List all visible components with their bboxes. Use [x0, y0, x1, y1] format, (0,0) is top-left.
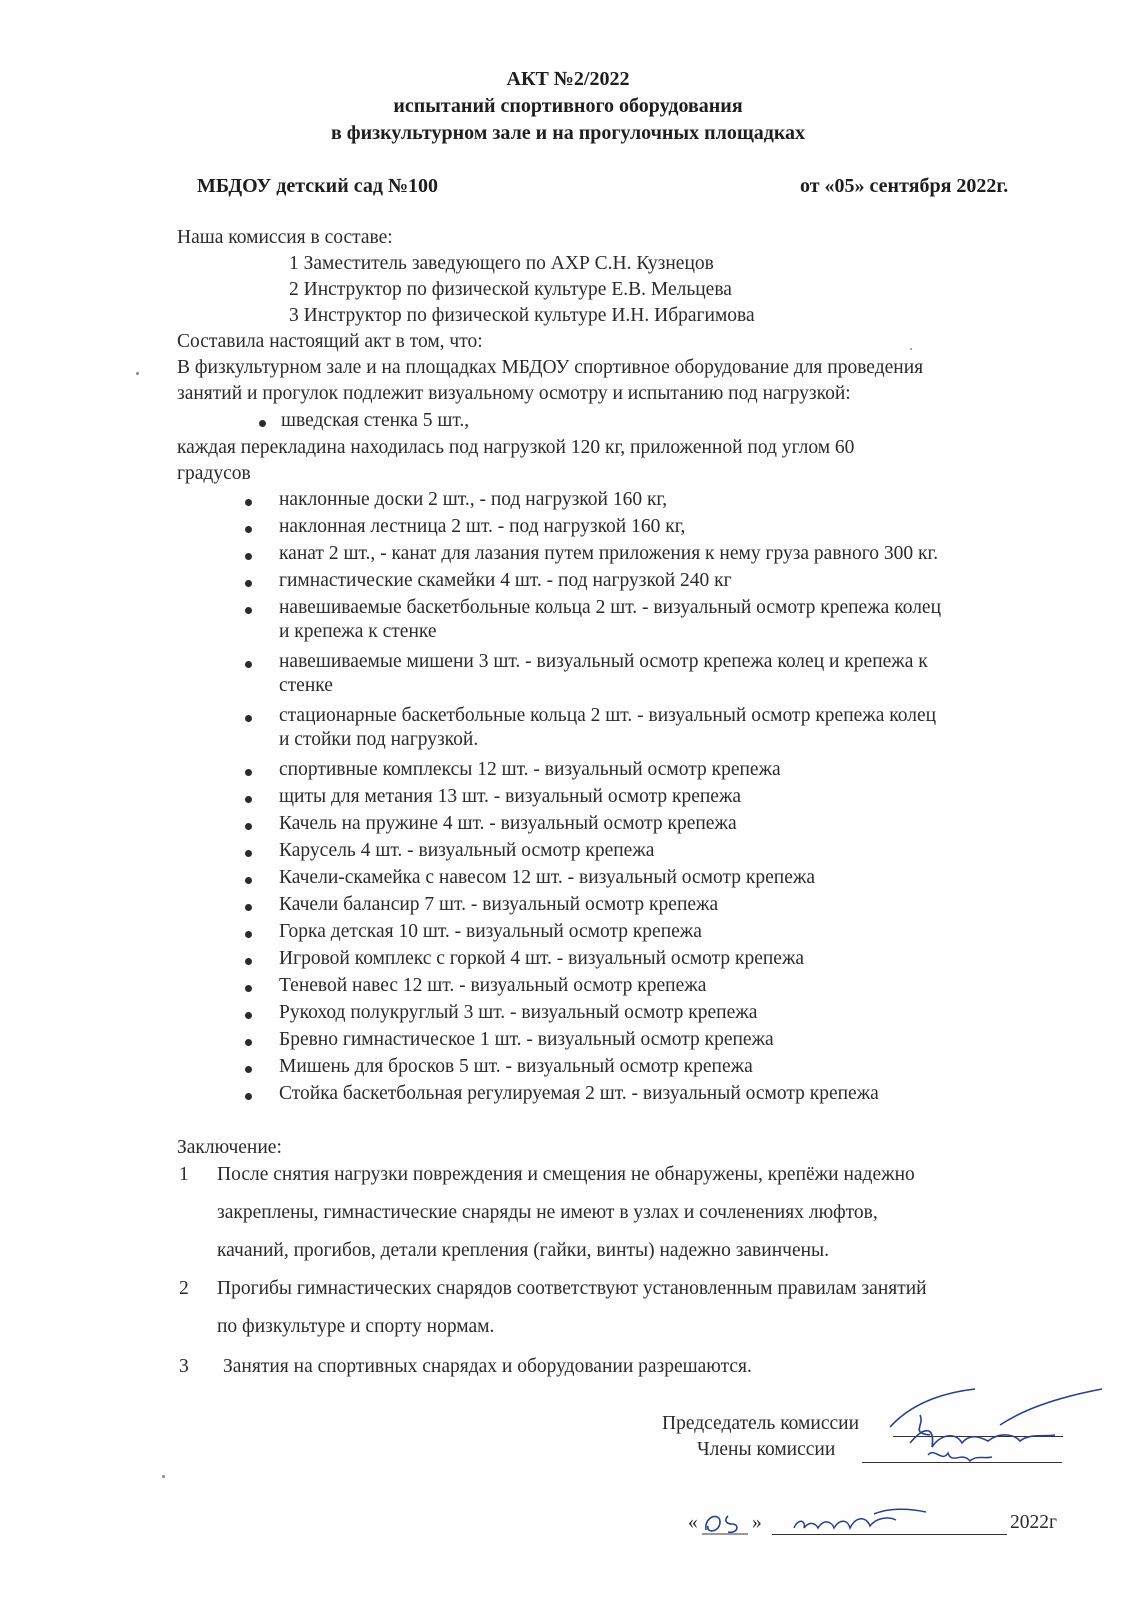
bullet-icon	[259, 420, 266, 427]
equipment-item: Качели балансир 7 шт. - визуальный осмотр крепежа	[279, 894, 719, 915]
commission-intro: Наша комиссия в составе:	[177, 227, 393, 248]
handwritten-day-icon	[700, 1506, 752, 1538]
signature-date-close-quote: »	[752, 1512, 762, 1533]
conclusion-number-1: 1	[179, 1164, 189, 1185]
handwritten-month-icon	[788, 1504, 938, 1536]
act-date: от «05» сентября 2022г.	[800, 175, 1009, 197]
equipment-item: Бревно гимнастическое 1 шт. - визуальный осмотр крепежа	[279, 1029, 774, 1050]
conclusion-heading: Заключение:	[177, 1137, 282, 1158]
conclusion-number-2: 2	[179, 1278, 189, 1299]
act-title: АКТ №2/2022	[506, 68, 630, 90]
handwritten-signatures-icon	[880, 1385, 1120, 1495]
first-item: шведская стенка 5 шт.,	[281, 410, 470, 431]
equipment-item-continuation: и крепежа к стенке	[279, 621, 437, 642]
conclusion-1-line-2: закреплены, гимнастические снаряды не имеют в узлах и сочленениях люфтов,	[217, 1202, 878, 1223]
conclusion-number-3: 3	[179, 1356, 189, 1377]
equipment-item: наклонные доски 2 шт., - под нагрузкой 160 кг,	[279, 489, 668, 510]
note-line-2: градусов	[177, 463, 251, 484]
conclusion-2-line-2: по физкультуре и спорту нормам.	[217, 1316, 495, 1337]
equipment-item: Теневой навес 12 шт. - визуальный осмотр крепежа	[279, 975, 707, 996]
members-label: Члены комиссии	[697, 1439, 836, 1460]
equipment-item: канат 2 шт., - канат для лазания путем приложения к нему груза равного 300 кг.	[279, 543, 939, 564]
conclusion-3-line-1: Занятия на спортивных снарядах и оборудовании разрешаются.	[223, 1356, 752, 1377]
equipment-item: Карусель 4 шт. - визуальный осмотр крепежа	[279, 840, 655, 861]
equipment-item-continuation: и стойки под нагрузкой.	[279, 729, 479, 750]
bullet-icon	[245, 526, 252, 533]
conclusion-1-line-3: качаний, прогибов, детали крепления (гайки, винты) надежно завинчены.	[217, 1240, 830, 1261]
bullet-icon	[245, 1012, 252, 1019]
conclusion-2-line-1: Прогибы гимнастических снарядов соответствуют установленным правилам занятий	[217, 1278, 927, 1299]
scan-speck	[162, 1475, 165, 1478]
bullet-icon	[245, 958, 252, 965]
signature-date-open-quote: «	[688, 1512, 698, 1533]
bullet-icon	[245, 985, 252, 992]
bullet-icon	[245, 931, 252, 938]
bullet-icon	[245, 1066, 252, 1073]
equipment-item: Рукоход полукруглый 3 шт. - визуальный осмотр крепежа	[279, 1002, 758, 1023]
equipment-item: стационарные баскетбольные кольца 2 шт. - визуальный осмотр крепежа колец	[279, 705, 937, 726]
commission-member-3: 3 Инструктор по физической культуре И.Н. Ибрагимова	[289, 305, 755, 326]
bullet-icon	[245, 904, 252, 911]
equipment-item: щиты для метания 13 шт. - визуальный осмотр крепежа	[279, 786, 742, 807]
scan-speck	[910, 348, 912, 350]
bullet-icon	[245, 823, 252, 830]
equipment-item: навешиваемые баскетбольные кольца 2 шт. - визуальный осмотр крепежа колец	[279, 597, 942, 618]
chairman-label: Председатель комиссии	[662, 1413, 860, 1434]
note-line-1: каждая перекладина находилась под нагрузкой 120 кг, приложенной под углом 60	[177, 437, 855, 458]
equipment-item: спортивные комплексы 12 шт. - визуальный осмотр крепежа	[279, 759, 781, 780]
bullet-icon	[245, 1039, 252, 1046]
bullet-icon	[245, 850, 252, 857]
bullet-icon	[245, 769, 252, 776]
body-line-2: В физкультурном зале и на площадках МБДОУ спортивное оборудование для проведения	[177, 357, 924, 378]
equipment-item: гимнастические скамейки 4 шт. - под нагрузкой 240 кг	[279, 570, 732, 591]
equipment-item: наклонная лестница 2 шт. - под нагрузкой 160 кг,	[279, 516, 686, 537]
signature-year: 2022г	[1010, 1512, 1057, 1533]
bullet-icon	[245, 661, 252, 668]
bullet-icon	[245, 553, 252, 560]
scan-speck	[136, 372, 139, 375]
bullet-icon	[245, 715, 252, 722]
equipment-item: Игровой комплекс с горкой 4 шт. - визуальный осмотр крепежа	[279, 948, 805, 969]
equipment-item: Мишень для бросков 5 шт. - визуальный осмотр крепежа	[279, 1056, 753, 1077]
act-subtitle-2: в физкультурном зале и на прогулочных площадках	[330, 122, 806, 144]
equipment-item: Качель на пружине 4 шт. - визуальный осмотр крепежа	[279, 813, 737, 834]
bullet-icon	[245, 796, 252, 803]
body-line-1: Составила настоящий акт в том, что:	[177, 331, 483, 352]
equipment-item: Горка детская 10 шт. - визуальный осмотр крепежа	[279, 921, 702, 942]
bullet-icon	[245, 580, 252, 587]
organization-name: МБДОУ детский сад №100	[197, 175, 439, 197]
bullet-icon	[245, 607, 252, 614]
conclusion-1-line-1: После снятия нагрузки повреждения и смещения не обнаружены, крепёжи надежно	[217, 1164, 915, 1185]
bullet-icon	[245, 1093, 252, 1100]
commission-member-2: 2 Инструктор по физической культуре Е.В. Мельцева	[289, 279, 732, 300]
equipment-item-continuation: стенке	[279, 675, 333, 696]
equipment-item: Качели-скамейка с навесом 12 шт. - визуальный осмотр крепежа	[279, 867, 815, 888]
act-subtitle-1: испытаний спортивного оборудования	[393, 95, 743, 117]
equipment-item: навешиваемые мишени 3 шт. - визуальный осмотр крепежа колец и крепежа к	[279, 651, 928, 672]
commission-member-1: 1 Заместитель заведующего по АХР С.Н. Кузнецов	[289, 253, 714, 274]
equipment-item: Стойка баскетбольная регулируемая 2 шт. - визуальный осмотр крепежа	[279, 1083, 879, 1104]
body-line-3: занятий и прогулок подлежит визуальному осмотру и испытанию под нагрузкой:	[177, 383, 851, 404]
bullet-icon	[245, 499, 252, 506]
bullet-icon	[245, 877, 252, 884]
